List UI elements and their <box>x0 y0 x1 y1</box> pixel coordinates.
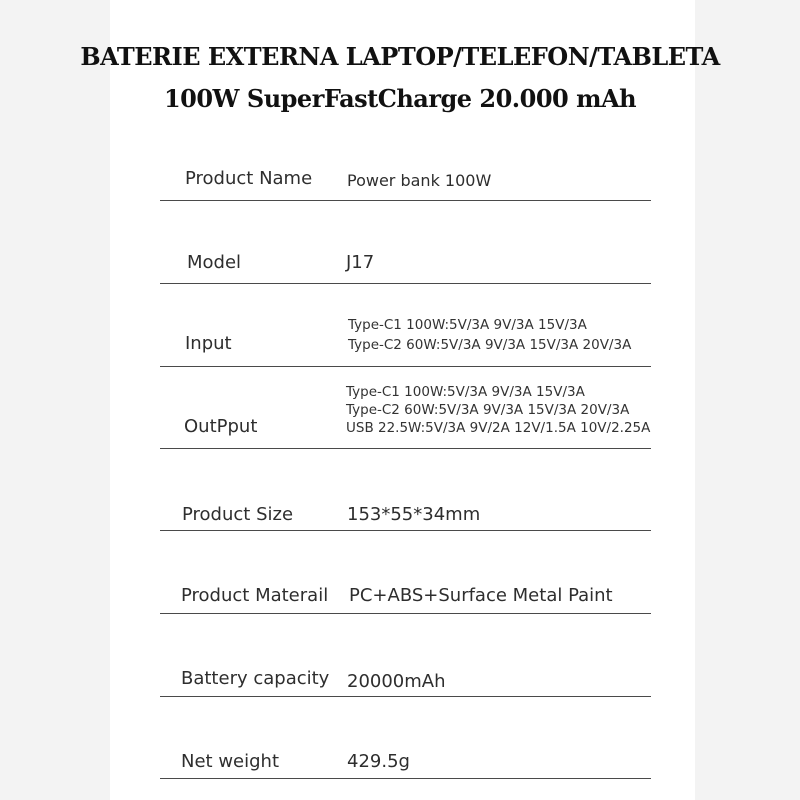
spec-value-line: Type-C1 100W:5V/3A 9V/3A 15V/3A <box>346 384 585 400</box>
spec-value: 429.5g <box>347 751 410 772</box>
spec-row-product-material <box>160 530 651 614</box>
spec-value-line: Type-C1 100W:5V/3A 9V/3A 15V/3A <box>348 317 587 333</box>
spec-label: Input <box>185 333 232 354</box>
spec-row-output <box>160 366 651 449</box>
spec-row-model <box>160 200 651 284</box>
spec-value: Power bank 100W <box>347 171 492 190</box>
spec-value: J17 <box>346 252 375 273</box>
spec-label: Product Size <box>182 504 294 525</box>
spec-value-line: USB 22.5W:5V/3A 9V/2A 12V/1.5A 10V/2.25A <box>346 420 651 436</box>
spec-row-product-name <box>160 150 651 201</box>
spec-value: PC+ABS+Surface Metal Paint <box>349 585 613 606</box>
spec-label: Battery capacity <box>181 668 330 689</box>
spec-label: Product Name <box>185 168 313 189</box>
spec-row-net-weight <box>160 696 651 779</box>
spec-value-line: Type-C2 60W:5V/3A 9V/3A 15V/3A 20V/3A <box>348 337 632 353</box>
spec-label: Model <box>187 252 242 273</box>
spec-label: OutPput <box>184 416 258 437</box>
spec-label: Net weight <box>181 751 280 772</box>
spec-value-line: Type-C2 60W:5V/3A 9V/3A 15V/3A 20V/3A <box>346 402 630 418</box>
spec-row-input <box>160 283 651 367</box>
page-title: BATERIE EXTERNA LAPTOP/TELEFON/TABLETA <box>80 42 720 71</box>
spec-row-battery-capacity <box>160 613 651 697</box>
spec-value: 153*55*34mm <box>347 504 481 525</box>
page-subtitle: 100W SuperFastCharge 20.000 mAh <box>163 84 637 113</box>
spec-row-product-size <box>160 448 651 531</box>
spec-value: 20000mAh <box>347 671 446 692</box>
spec-label: Product Materail <box>181 585 329 606</box>
